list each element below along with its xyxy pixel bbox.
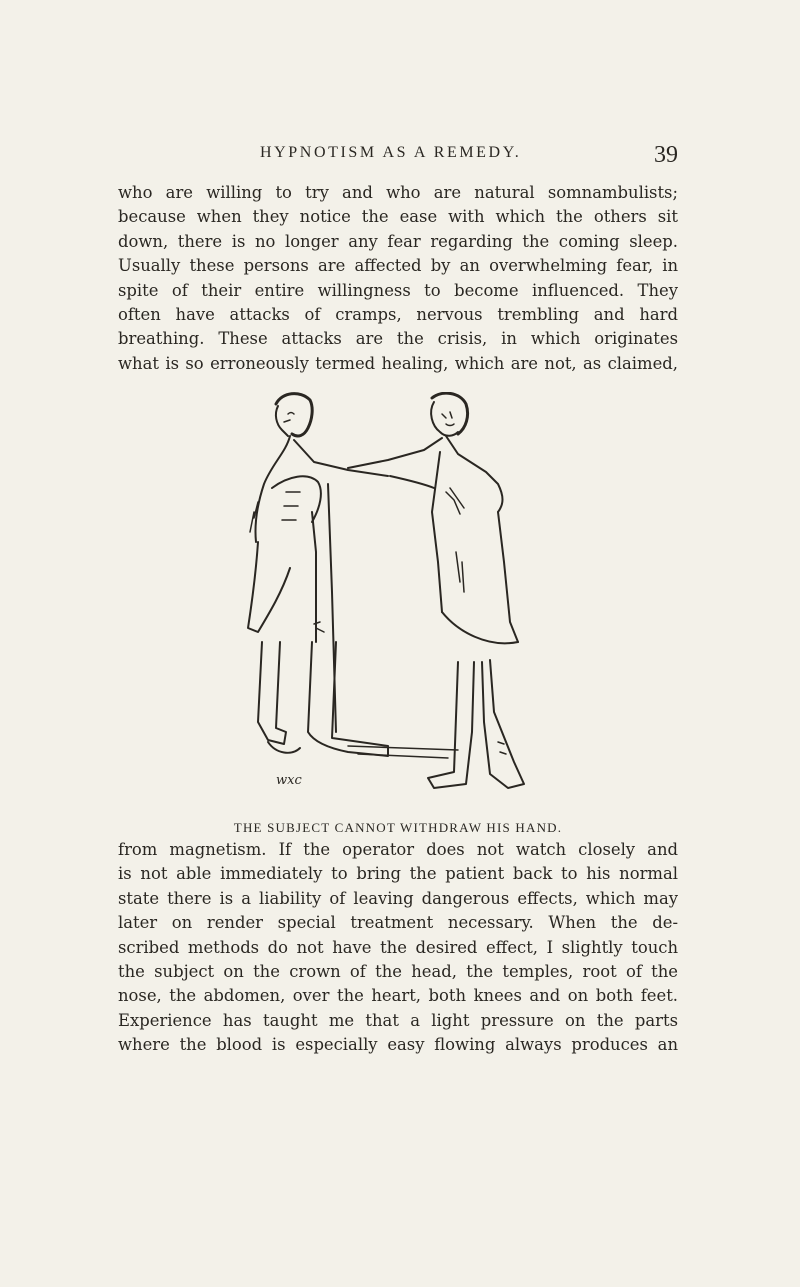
text-line: Experience has taught me that a light pressure on the parts <box>118 1010 678 1030</box>
text-line: is not able immediately to bring the patient back to his normal <box>118 864 678 884</box>
operator-figure <box>248 394 388 756</box>
text-line: state there is a liability of leaving dangerous effects, which may <box>118 888 678 908</box>
page-header <box>118 142 678 172</box>
text-line: where the blood is especially easy flowing always produces an <box>118 1035 678 1055</box>
text-line: breathing. These attacks are the crisis, in which originates <box>118 329 678 349</box>
running-title: HYPNOTISM AS A REMEDY. <box>260 144 522 161</box>
text-line: scribed methods do not have the desired effect, I slightly touch <box>118 937 678 957</box>
text-line: from magnetism. If the operator does not watch closely and <box>118 840 678 859</box>
paragraph-bottom <box>118 838 678 1058</box>
figure-caption: THE SUBJECT CANNOT WITHDRAW HIS HAND. <box>233 820 563 835</box>
text-line: spite of their entire willingness to become influenced. They <box>118 280 678 300</box>
text-line: what is so erroneously termed healing, which are not, as claimed, <box>118 353 678 373</box>
text-line: because when they notice the ease with which the others sit <box>118 207 678 227</box>
text-line: who are willing to try and who are natural somnambulists; <box>118 183 678 202</box>
page-number: 39 <box>654 142 678 168</box>
text-line: the subject on the crown of the head, the temples, root of the <box>118 962 678 982</box>
text-line: often have attacks of cramps, nervous trembling and hard <box>118 305 678 325</box>
subject-figure <box>348 393 524 788</box>
text-line: later on render special treatment necessary. When the de- <box>118 913 678 933</box>
illustration-operator-and-subject <box>228 392 550 804</box>
text-line: down, there is no longer any fear regarding the coming sleep. <box>118 231 678 251</box>
text-line: nose, the abdomen, over the heart, both knees and on both feet. <box>118 986 678 1006</box>
text-line: Usually these persons are affected by an overwhelming fear, in <box>118 256 678 276</box>
artist-signature: wxc <box>276 773 302 788</box>
paragraph-top <box>118 181 678 376</box>
